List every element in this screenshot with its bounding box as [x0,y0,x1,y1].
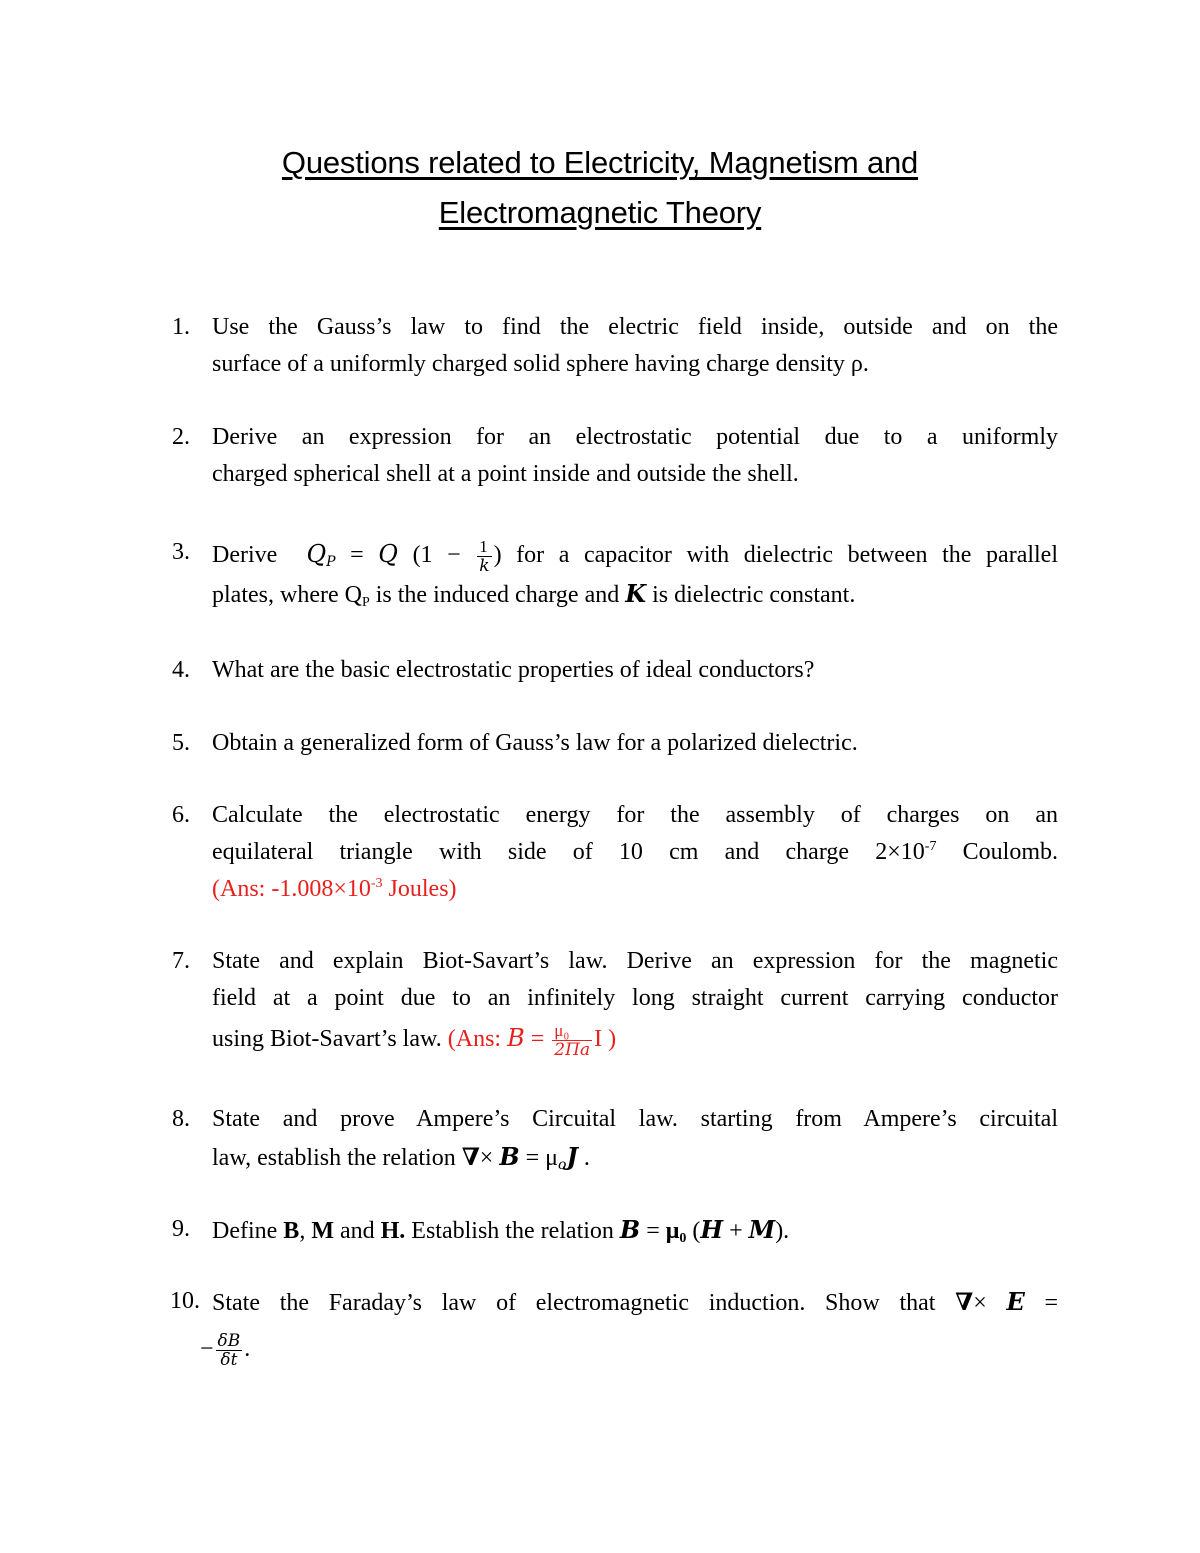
question-1 [172,309,1058,383]
question-text: field at a point due to an infinitely long straight current carrying conductor [212,985,1058,1011]
question-4 [172,652,1058,689]
question-number: 3. [172,539,190,565]
question-number: 9. [172,1216,190,1242]
question-text: Obtain a generalized form of Gauss’s law for a polarized dielectric. [212,730,858,756]
question-text: What are the basic electrostatic properties of ideal conductors? [212,657,815,683]
formula-qp: $Q_P = Q$ (1 − $\frac{1}{k}$ ) [306,536,502,576]
question-text: State and explain Biot-Savart’s law. Derive an expression for the magnetic [212,948,1058,974]
nabla-icon: ∇ [955,1287,974,1316]
question-2 [172,419,1058,493]
question-text: plates, where $Q_P$ is the induced charge and K is dielectric constant. [212,579,856,610]
question-text: charged spherical shell at a point inside and outside the shell. [212,461,799,487]
question-number: 7. [172,948,190,974]
answer-text: (Ans: B = $\frac{\text{μ₀}}{2\Pi a}$ I ) [447,1020,617,1060]
question-text: law, establish the relation ∇× $B = \mu_oJ$ . [212,1142,590,1173]
question-number: 6. [172,802,190,828]
document-title-line-2: Electromagnetic Theory [438,195,762,230]
question-text: surface of a uniformly charged solid sphere having charge density ρ. [212,351,869,377]
question-number: 5. [172,730,190,756]
question-10 [172,1283,1058,1374]
question-text: Calculate the electrostatic energy for the assembly of charges on an [212,802,1058,828]
question-text: − $\frac{\delta B}{\delta t}$ . [200,1330,251,1370]
answer-text: (Ans: $-1.008\times 10^{-3}$ Joules) [212,876,457,902]
fraction-dB-over-dt: $\frac{\delta B}{\delta t}$ [217,1330,241,1370]
question-text: State the Faraday’s law of electromagnetic induction. Show that ∇× E = [212,1287,1059,1316]
question-text: State and prove Ampere’s Circuital law. starting from Ampere’s circuital [212,1106,1058,1132]
question-8 [172,1101,1058,1177]
question-text: Use the Gauss’s law to find the electric field inside, outside and on the [212,314,1058,340]
question-7 [172,943,1058,1060]
fraction-mu0-over-2pia: $\frac{\text{μ₀}}{2\Pi a}$ [554,1020,591,1060]
question-text: Derive an expression for an electrostatic potential due to a uniformly [212,424,1058,450]
question-3 [172,534,1058,614]
nabla-icon: ∇ [461,1142,480,1171]
question-number: 10. [170,1288,200,1314]
question-9 [172,1211,1058,1250]
question-text: Define B, M and H. Establish the relation $B = \mu_0$ (H + M). [212,1215,790,1246]
question-number: 1. [172,314,190,340]
question-number: 2. [172,424,190,450]
question-text: equilateral triangle with side of 10 cm and charge $2\times 10^{-7}$ Coulomb. [212,839,1059,865]
question-text: Derive $Q_P = Q$ (1 − $\frac{1}{k}$ ) for a capacitor with dielectric between the parallel [212,536,1058,576]
question-text: using Biot-Savart’s law. (Ans: B = $\frac{\text{μ₀}}{2\Pi a}$ I ) [212,1020,617,1060]
question-number: 4. [172,657,190,683]
question-5 [172,725,1058,762]
fraction-1-over-k: $\frac{1}{k}$ [479,536,490,576]
document-title-line-1: Questions related to Electricity, Magnetism and [281,145,919,180]
question-6 [172,797,1058,908]
question-number: 8. [172,1106,190,1132]
